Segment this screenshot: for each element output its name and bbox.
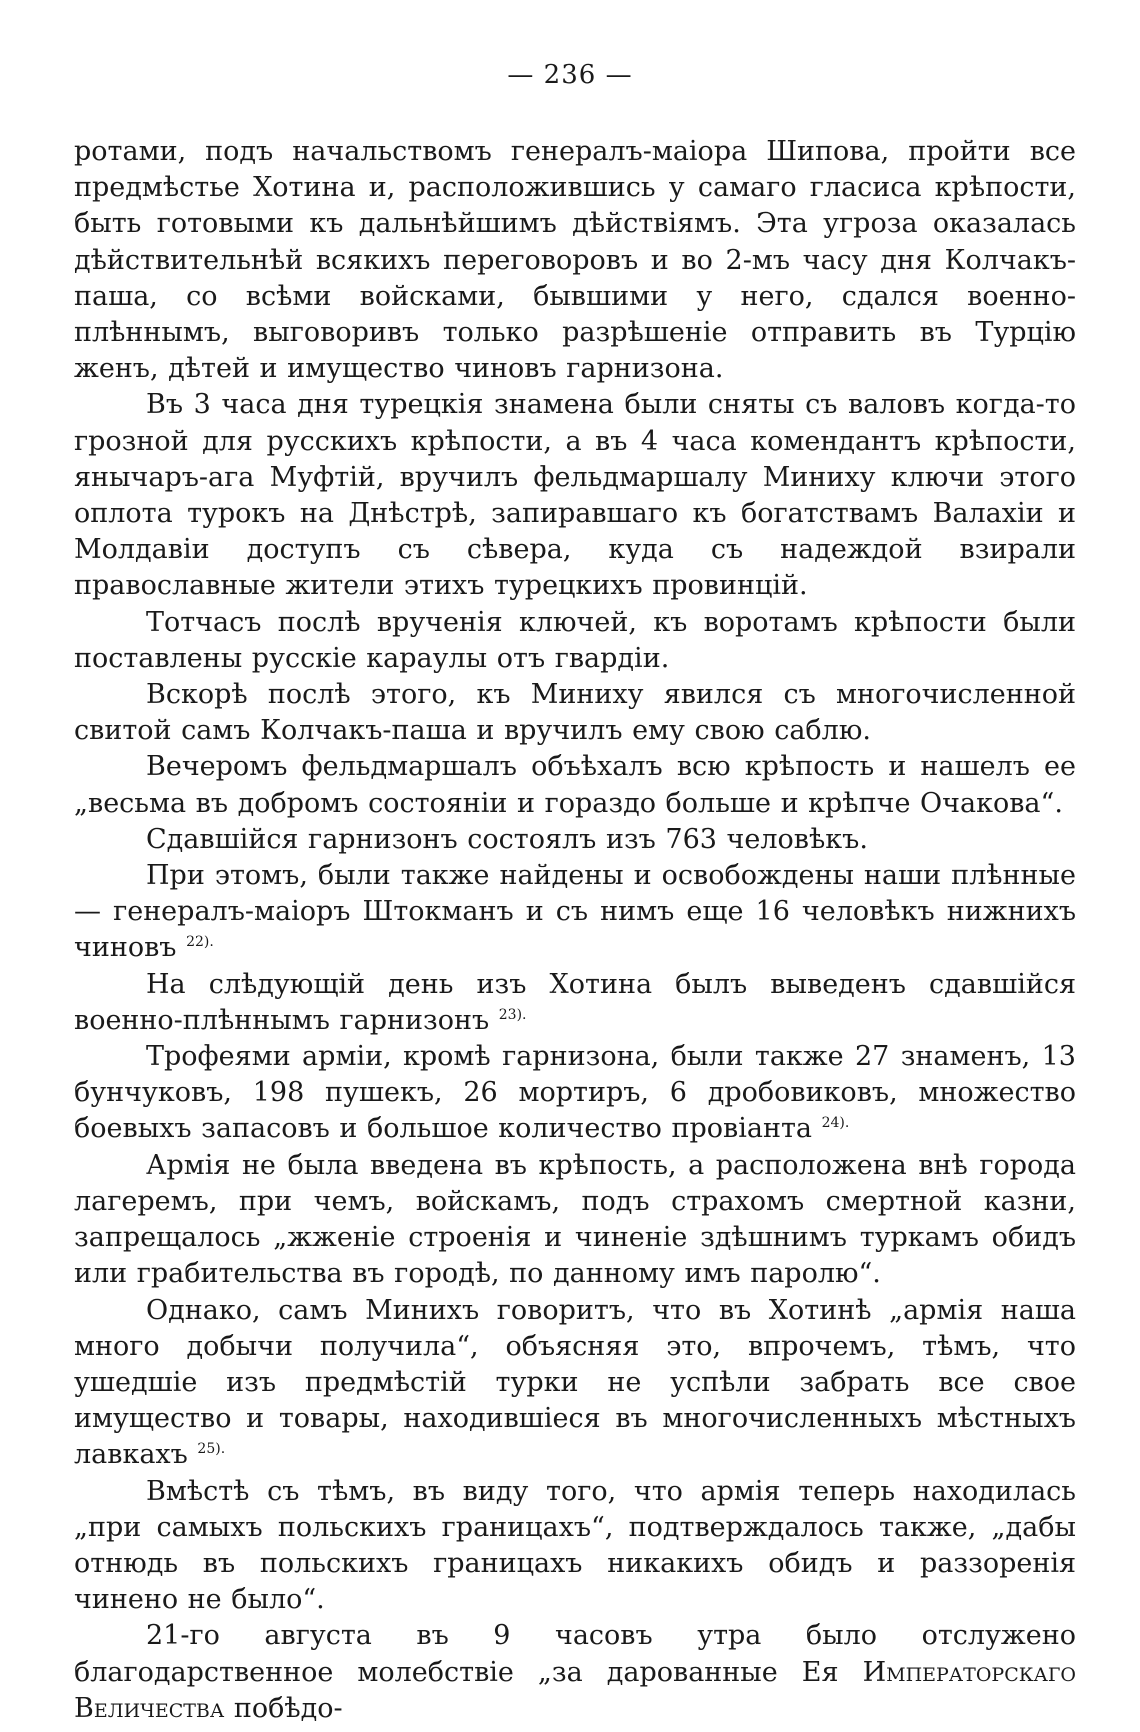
paragraph-4	[74, 677, 1076, 749]
paragraph-text: Въ 3 часа дня турецкiя знамена были сняты съ валовъ когда-то грозной для русскихъ крѣпости, а въ 4 часа комендантъ крѣпости, янычаръ-ага Муфтiй, вручилъ фельдмаршалу Миниху ключи этого оплота турокъ на Днѣстрѣ, запиравшаго къ богатствамъ Валахiи и Молдавiи доступъ съ сѣвера, куда съ надеждой взирали православные жители этихъ турецкихъ провинцiй.	[74, 389, 1076, 602]
imperial-title: Императорскаго Величества	[74, 1656, 1076, 1724]
paragraph-text: На слѣдующiй день изъ Хотина былъ выведенъ сдавшiйся военно-плѣннымъ гарнизонъ	[74, 968, 1076, 1036]
paragraph-text: Вскорѣ послѣ этого, къ Миниху явился съ многочисленной свитой самъ Колчакъ-паша и вручилъ ему свою саблю.	[74, 679, 1076, 747]
paragraph-13	[74, 1618, 1076, 1727]
footnote-ref-25: 25).	[197, 1441, 226, 1458]
paragraph-1	[74, 134, 1076, 387]
paragraph-6	[74, 822, 1076, 858]
paragraph-text: Трофеями армiи, кромѣ гарнизона, были также 27 знаменъ, 13 бунчуковъ, 198 пушекъ, 26 мортиръ, 6 дробовиковъ, множество боевыхъ запасовъ и большое количество провiанта	[74, 1041, 1076, 1145]
paragraph-7	[74, 858, 1076, 967]
paragraph-5	[74, 749, 1076, 821]
body-text	[74, 134, 1076, 1727]
paragraph-9	[74, 1039, 1076, 1148]
paragraph-text: Тотчасъ послѣ врученiя ключей, къ воротамъ крѣпости были поставлены русскiе караулы отъ гвардiи.	[74, 606, 1076, 674]
paragraph-text: Вмѣстѣ съ тѣмъ, въ виду того, что армiя теперь находилась „при самыхъ польскихъ границахъ“, подтверждалось также, „дабы отнюдь въ польскихъ границахъ никакихъ обидъ и раззоренiя чинено не было“.	[74, 1475, 1076, 1616]
paragraph-text: Однако, самъ Минихъ говоритъ, что въ Хотинѣ „армiя наша много добычи получила“, объясняя это, впрочемъ, тѣмъ, что ушедшiе изъ предмѣстiй турки не успѣли забрать все свое имущество и товары, находившiеся въ многочисленныхъ мѣстныхъ лавкахъ	[74, 1294, 1076, 1471]
paragraph-8	[74, 967, 1076, 1039]
paragraph-2	[74, 387, 1076, 604]
footnote-ref-23: 23).	[498, 1006, 527, 1023]
paragraph-text: Сдавшiйся гарнизонъ состоялъ изъ 763 человѣкъ.	[146, 823, 868, 855]
paragraph-3	[74, 605, 1076, 677]
footnote-ref-22: 22).	[186, 934, 214, 951]
paragraph-text: Вечеромъ фельдмаршалъ объѣхалъ всю крѣпость и нашелъ ее „весьма въ добромъ состоянiи и гораздо больше и крѣпче Очакова“.	[74, 751, 1076, 819]
paragraph-text: При этомъ, были также найдены и освобождены наши плѣнные— генералъ-маiоръ Штокманъ и съ нимъ еще 16 человѣкъ нижнихъ чиновъ	[74, 860, 1076, 964]
paragraph-10	[74, 1148, 1076, 1293]
paragraph-text: ротами, подъ начальствомъ генералъ-маiора Шипова, пройти все предмѣстье Хотина и, расположившись у самаго гласиса крѣпости, быть готовыми къ дальнѣйшимъ дѣйствiямъ. Эта угроза оказалась дѣйствительнѣй всякихъ переговоровъ и во 2-мъ часу дня Колчакъ-паша, со всѣми войсками, бывшими у него, сдался военно-плѣннымъ, выговоривъ только разрѣшенiе отправить въ Турцiю женъ, дѣтей и имущество чиновъ гарнизона.	[74, 136, 1076, 385]
paragraph-text: 21-го августа въ 9 часовъ утра было отслужено благодарственное молебствiе „за дарованные Ея	[74, 1620, 1076, 1688]
page-number: — 236 —	[507, 60, 633, 90]
footnote-ref-24: 24).	[821, 1115, 850, 1132]
paragraph-11	[74, 1293, 1076, 1474]
paragraph-text: Армiя не была введена въ крѣпость, а расположена внѣ города лагеремъ, при чемъ, войскамъ, подъ страхомъ смертной казни, запрещалось „жженiе строенiя и чиненiе здѣшнимъ туркамъ обидъ или грабительства въ городѣ, по данному имъ паролю“.	[74, 1149, 1076, 1290]
paragraph-tail: побѣдо-	[233, 1692, 343, 1724]
paragraph-12	[74, 1474, 1076, 1619]
